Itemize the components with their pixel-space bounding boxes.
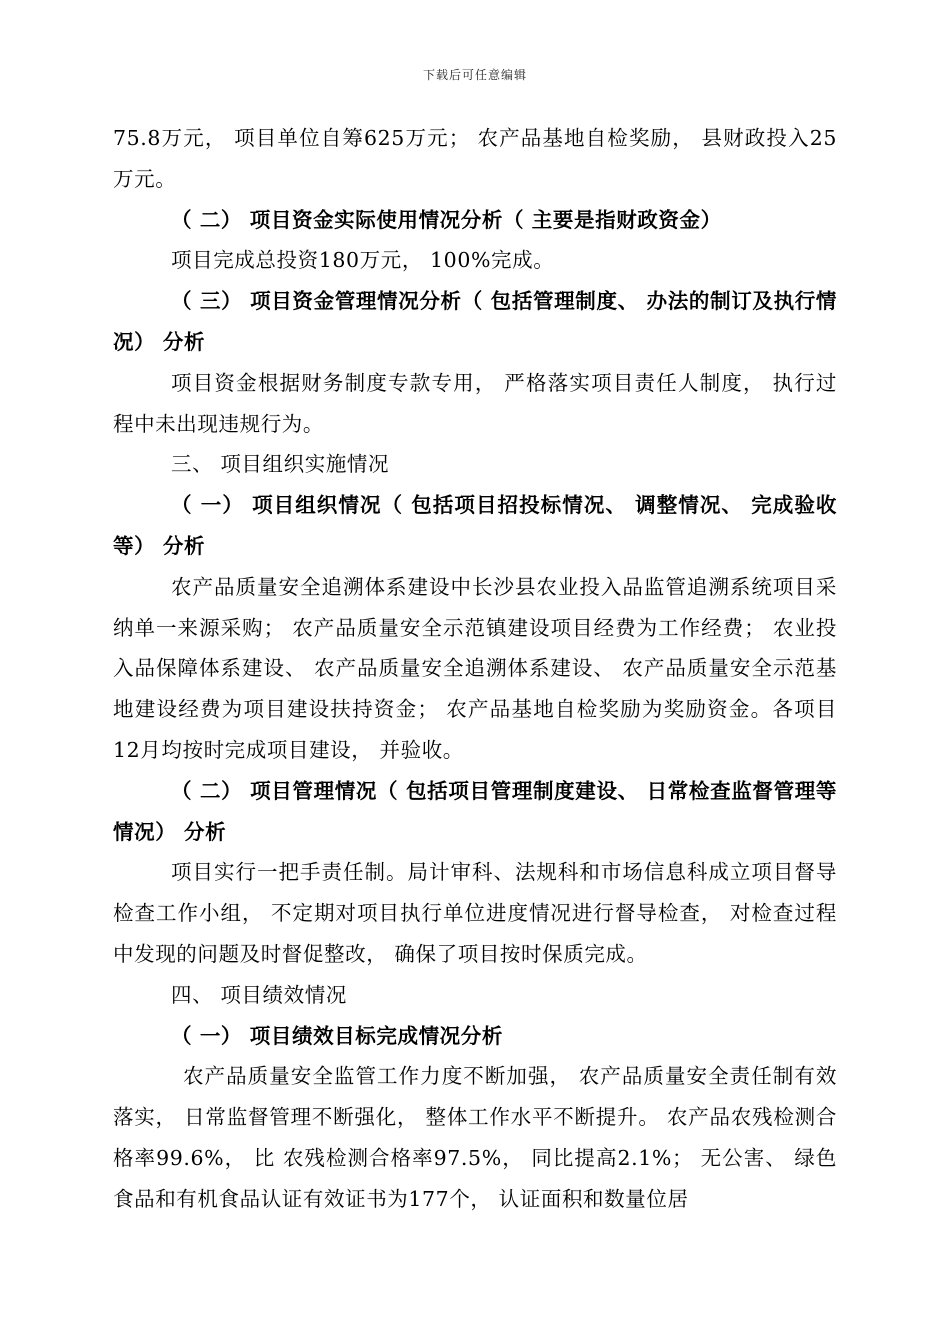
body-paragraph: 农产品质量安全监管工作力度不断加强， 农产品质量安全责任制有效落实， 日常监督管理不断强化， 整体工作水平不断提升。 农产品农残检测合格率99.6%， 比 农残检测合格率97.5%， 同比提高2.1%； 无公害、 绿色食品和有机食品认证有效证书为177个， 认证面积和数量位居 xyxy=(113,1064,837,1211)
document-body xyxy=(113,118,837,1220)
body-paragraph: 农产品质量安全追溯体系建设中长沙县农业投入品监管追溯系统项目采纳单一来源采购； 农产品质量安全示范镇建设项目经费为工作经费； 农业投入品保障体系建设、 农产品质量安全追溯体系建设、 农产品质量安全示范基地建设经费为项目建设扶持资金； 农产品基地自检奖励为奖励资金。各项目 12月均按时完成项目建设， 并验收。 xyxy=(113,574,837,762)
body-paragraph: 项目完成总投资180万元， 100%完成。 xyxy=(171,248,555,273)
chapter-heading: 四、 项目绩效情况 xyxy=(171,982,347,1007)
section-heading: （ 三） 项目资金管理情况分析（ 包括管理制度、 办法的制订及执行情况） 分析 xyxy=(113,289,837,354)
body-paragraph: 项目实行一把手责任制。局计审科、法规科和市场信息科成立项目督导检查工作小组， 不定期对项目执行单位进度情况进行督导检查， 对检查过程中发现的问题及时督促整改， 确保了项目按时保质完成。 xyxy=(113,860,837,966)
section-heading: （ 二） 项目资金实际使用情况分析（ 主要是指财政资金） xyxy=(171,207,722,232)
chapter-heading: 三、 项目组织实施情况 xyxy=(171,452,390,477)
section-heading: （ 一） 项目绩效目标完成情况分析 xyxy=(171,1023,503,1048)
section-heading: （ 二） 项目管理情况（ 包括项目管理制度建设、 日常检查监督管理等情况） 分析 xyxy=(113,778,837,844)
body-paragraph: 75.8万元， 项目单位自筹625万元； 农产品基地自检奖励， 县财政投入25万元。 xyxy=(113,126,837,191)
body-paragraph: 项目资金根据财务制度专款专用， 严格落实项目责任人制度， 执行过程中未出现违规行为。 xyxy=(113,370,837,436)
section-heading: （ 一） 项目组织情况（ 包括项目招投标情况、 调整情况、 完成验收等） 分析 xyxy=(113,493,837,558)
page-header: 下载后可任意编辑 xyxy=(422,68,527,82)
